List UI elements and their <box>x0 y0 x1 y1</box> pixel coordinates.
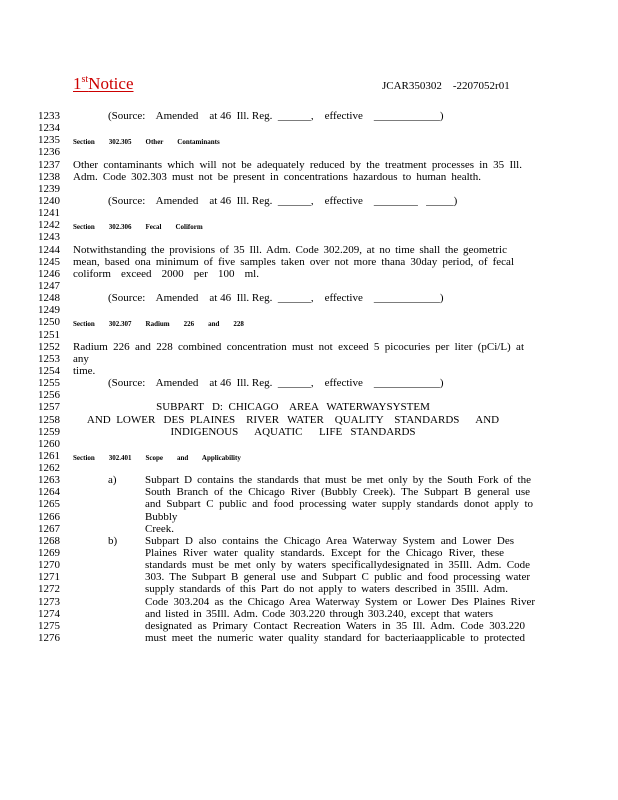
line-number: 1250 <box>38 316 60 329</box>
text-line: (Source: Amended at 46 Ill. Reg. ______, effective ________ _____) <box>108 194 458 207</box>
section-heading: Section 302.307 Radium 226 and 228 <box>73 320 244 329</box>
line-number: 1244 <box>38 243 60 256</box>
text-line: Plaines River water quality standards. Except for the Chicago River, these <box>145 547 504 560</box>
text-line: any time. <box>73 352 96 377</box>
line-number: 1263 <box>38 474 60 487</box>
section-heading: Section 302.401 Scope and Applicability <box>73 453 241 462</box>
line-number: 1271 <box>38 571 60 584</box>
line-number: 1251 <box>38 328 60 341</box>
subpart-title-line: SUBPART D: CHICAGO AREA WATERWAYSYSTEM <box>156 401 430 414</box>
line-number: 1246 <box>38 267 60 280</box>
line-number: 1256 <box>38 389 60 402</box>
text-line: and Subpart C public and food processing water supply standards donot apply to <box>145 498 533 511</box>
line-number: 1268 <box>38 534 60 547</box>
line-number: 1267 <box>38 522 60 535</box>
section-heading: Section 302.306 Fecal Coliform <box>73 223 203 232</box>
line-number: 1262 <box>38 462 60 475</box>
line-number: 1253 <box>38 352 60 365</box>
text-line: mean, based ona minimum of five samples taken over not more thana 30day period, of fecal <box>73 255 514 268</box>
line-number: 1238 <box>38 170 60 183</box>
line-number: 1258 <box>38 413 60 426</box>
line-number: 1247 <box>38 279 60 292</box>
text-line: and listed in 35Ill. Adm. Code 303.220 through 303.240, except that waters <box>145 607 493 620</box>
line-number: 1239 <box>38 182 60 195</box>
line-number: 1245 <box>38 255 60 268</box>
section-heading: Section 302.305 Other Contaminants <box>73 138 220 147</box>
line-number: 1265 <box>38 498 60 511</box>
text-line: Other contaminants which will not be adequately reduced by the treatment processes in 35 Ill. <box>73 158 522 171</box>
line-number: 1273 <box>38 595 60 608</box>
text-line: Subpart D contains the standards that must be met only by the South Fork of the <box>145 474 531 487</box>
line-number: 1266 <box>38 510 60 523</box>
subpart-title-line: AND LOWER DES PLAINES RIVER WATER QUALITY STANDARDS AND <box>86 413 500 426</box>
line-number: 1241 <box>38 207 60 220</box>
line-number: 1233 <box>38 110 60 122</box>
notice-heading: 1stNotice <box>73 74 134 93</box>
subpart-title-line: INDIGENOUS AQUATIC LIFE STANDARDS <box>170 425 416 438</box>
line-number: 1257 <box>38 401 60 414</box>
text-line: Bubbly Creek. <box>145 510 178 535</box>
text-line: coliform exceed 2000 per 100 ml. <box>73 267 259 280</box>
text-line: Adm. Code 302.303 must not be present in concentrations hazardous to human health. <box>73 170 481 183</box>
text-line: (Source: Amended at 46 Ill. Reg. ______, effective ____________) <box>108 377 444 390</box>
text-line: must meet the numeric water quality standard for bacteriaapplicable to protected <box>145 632 525 645</box>
text-line: Subpart D also contains the Chicago Area Waterway System and Lower Des <box>145 534 514 547</box>
line-number: 1240 <box>38 194 60 207</box>
line-number: 1249 <box>38 304 60 317</box>
line-number: 1252 <box>38 340 60 353</box>
text-line: Radium 226 and 228 combined concentration must not exceed 5 picocuries per liter (pCi/L) at <box>73 340 524 353</box>
line-number: 1254 <box>38 364 60 377</box>
text-line: b) <box>108 534 118 547</box>
line-number: 1242 <box>38 219 60 232</box>
line-number: 1264 <box>38 486 60 499</box>
line-number: 1236 <box>38 146 60 159</box>
line-number: 1261 <box>38 449 60 462</box>
line-number: 1275 <box>38 619 60 632</box>
text-line: designated as Primary Contact Recreation Waters in 35 Ill. Adm. Code 303.220 <box>145 619 525 632</box>
line-number: 1270 <box>38 559 60 572</box>
text-line: Code 303.204 as the Chicago Area Waterway System or Lower Des Plaines River <box>145 595 535 608</box>
line-number: 1260 <box>38 437 60 450</box>
line-number: 1276 <box>38 632 60 645</box>
line-number: 1234 <box>38 122 60 135</box>
line-number: 1237 <box>38 158 60 171</box>
line-number: 1255 <box>38 377 60 390</box>
text-line: standards must be met only by waters specificallydesignated in 35Ill. Adm. Code <box>145 559 530 572</box>
text-line: supply standards of this Part do not apply to waters described in 35Ill. Adm. <box>145 583 508 596</box>
line-number: 1274 <box>38 607 60 620</box>
text-line: (Source: Amended at 46 Ill. Reg. ______, effective ____________) <box>108 292 444 305</box>
line-number: 1243 <box>38 231 60 244</box>
line-number: 1269 <box>38 547 60 560</box>
line-number: 1272 <box>38 583 60 596</box>
text-line: a) <box>108 474 117 487</box>
jcar-code: JCAR350302 -2207052r01 <box>382 80 510 92</box>
text-line: 303. The Subpart B general use and Subpart C public and food processing water <box>145 571 530 584</box>
line-number: 1235 <box>38 134 60 147</box>
text-line: Notwithstanding the provisions of 35 Ill. Adm. Code 302.209, at no time shall the geometric <box>73 243 507 256</box>
text-line: (Source: Amended at 46 Ill. Reg. ______, effective ____________) <box>108 110 444 122</box>
line-number: 1259 <box>38 425 60 438</box>
line-number: 1248 <box>38 292 60 305</box>
text-line: South Branch of the Chicago River (Bubbly Creek). The Subpart B general use <box>145 486 530 499</box>
